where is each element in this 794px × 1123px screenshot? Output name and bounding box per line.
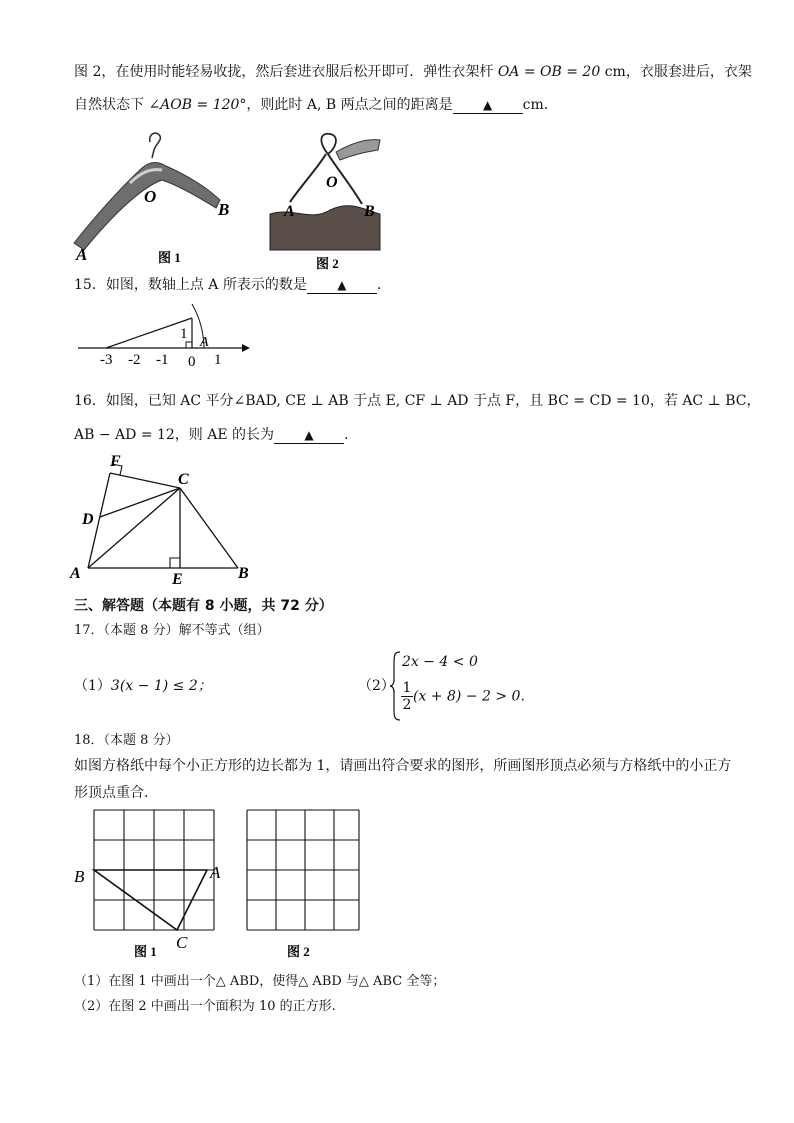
grid-2-lines: [247, 810, 359, 930]
q14-text-d: ，则此时 A, B 两点之间的距离是: [246, 97, 453, 113]
q14-figure-2: [270, 132, 385, 272]
q18-part-1-line: [74, 972, 445, 992]
label-e: E: [172, 571, 183, 588]
q18-figure-2[interactable]: [245, 808, 365, 958]
right-angle-e: [170, 558, 180, 568]
q17-system-line-1: [402, 652, 478, 672]
hanger-left-arm: [290, 154, 326, 202]
q17-fraction: [401, 680, 413, 713]
q18-desc-line-2: [74, 783, 148, 803]
q17-part2-ineq-2: (x + 8) − 2 > 0: [413, 688, 521, 705]
grid-label-b: B: [74, 867, 85, 886]
grid-label-a: A: [210, 863, 221, 882]
fig2-label-b: B: [364, 203, 375, 220]
fraction-numerator: 1: [402, 680, 412, 696]
point-a-label: A: [200, 335, 209, 350]
q15-line: [74, 275, 381, 295]
q18-figure-1: [72, 808, 232, 958]
tick-neg2: -2: [128, 352, 141, 368]
q18-part-2: （2）在图 2 中画出一个面积为 10 的正方形.: [74, 999, 336, 1014]
q14-equation: OA = OB = 20: [497, 64, 601, 80]
q14-text-c: 自然状态下: [74, 97, 149, 113]
q16-line-2: [74, 425, 349, 445]
section-3-heading: [74, 596, 333, 616]
fig2-label-o: O: [326, 174, 338, 191]
unit-label: 1: [180, 326, 188, 342]
label-b: B: [238, 565, 249, 582]
hanger-body: [74, 162, 220, 250]
q17-part2-label: （2）: [358, 678, 395, 694]
q16-figure: [68, 450, 258, 588]
tick-neg3: -3: [100, 352, 113, 368]
q17-part2-end: .: [520, 688, 525, 705]
tick-1: 1: [214, 352, 222, 368]
q16-end: .: [344, 427, 349, 443]
fig1-label-a: A: [76, 245, 88, 264]
q14-figure-1: [70, 128, 250, 273]
q18-part-2-line: [74, 997, 336, 1017]
segment-fc: [110, 473, 180, 488]
q16-text-1: 16．如图，已知 AC 平分∠BAD, CE ⊥ AB 于点 E, CF ⊥ AD 于点 F，且 BC = CD = 10，若 AC ⊥ BC，: [74, 393, 761, 409]
q18-title-line: [74, 731, 179, 751]
q18-desc-2: 形顶点重合.: [74, 785, 149, 801]
segment-cb: [180, 488, 238, 568]
grid-label-c: C: [176, 933, 188, 952]
hanger-loop: [321, 134, 336, 154]
q14-unit: cm．: [522, 97, 558, 113]
q18-part-1: （1）在图 1 中画出一个△ ABD，使得△ ABD 与△ ABC 全等；: [74, 974, 446, 989]
segment-dc: [100, 488, 180, 517]
section-3-title: 三、解答题（本题有 8 小题，共 72 分）: [74, 598, 333, 614]
q17-title: 17．（本题 8 分）解不等式（组）: [74, 623, 270, 638]
q18-desc-line-1: [74, 756, 731, 776]
grid-2-caption: 图 2: [287, 944, 310, 959]
q14-angle: ∠AOB = 120°: [148, 97, 247, 113]
q14-text-a: 图 2，在使用时能轻易收拢，然后套进衣服后松开即可．弹性衣架杆: [74, 64, 498, 80]
fig2-label-a: A: [284, 203, 295, 220]
hanger-hook: [150, 133, 161, 158]
fig1-label-b: B: [218, 200, 230, 219]
q18-desc-1: 如图方格纸中每个小正方形的边长都为 1，请画出符合要求的图形，所画图形顶点必须与方格纸中的小正方: [74, 758, 732, 774]
fig1-label-o: O: [144, 187, 157, 206]
q16-answer-blank[interactable]: ▲: [274, 427, 344, 444]
q17-system-brace: [388, 650, 402, 722]
axis-arrow: [242, 344, 250, 352]
brace-path: [390, 652, 400, 720]
label-a: A: [70, 565, 81, 582]
label-c: C: [178, 471, 189, 488]
fig1-caption: 图 1: [158, 250, 181, 265]
q15-end: .: [376, 277, 382, 293]
fig2-caption: 图 2: [316, 256, 339, 271]
hand-shape: [336, 140, 380, 160]
q17-part1-expression: 3(x − 1) ≤ 2；: [110, 678, 212, 694]
q15-text: 15．如图，数轴上点 A 所表示的数是: [74, 277, 307, 293]
fraction-denominator: 2: [402, 697, 412, 713]
q14-line-2: [74, 95, 558, 115]
label-f: F: [110, 453, 121, 470]
q14-text-b: cm，衣服套进后，衣架: [600, 64, 752, 80]
q18-title: 18．（本题 8 分）: [74, 733, 179, 748]
grid-1-caption: 图 1: [134, 944, 157, 959]
q15-answer-blank[interactable]: ▲: [307, 277, 377, 294]
q14-answer-blank[interactable]: ▲: [453, 97, 523, 114]
q16-text-2: AB − AD = 12，则 AE 的长为: [74, 427, 275, 443]
tick-neg1: -1: [156, 352, 169, 368]
q17-part-1: [74, 676, 212, 696]
q17-title-line: [74, 621, 270, 641]
q16-line-1: [74, 391, 760, 411]
right-angle-mark: [186, 342, 192, 348]
tick-0: 0: [188, 354, 196, 370]
q14-line-1: [74, 62, 752, 82]
q17-part2-ineq-1: 2x − 4 < 0: [402, 654, 478, 670]
q17-part1-label: （1）: [74, 678, 111, 694]
label-d: D: [82, 511, 94, 528]
segment-ac: [88, 488, 180, 568]
q15-number-line: [76, 300, 256, 372]
q17-system-line-2: [401, 680, 525, 713]
